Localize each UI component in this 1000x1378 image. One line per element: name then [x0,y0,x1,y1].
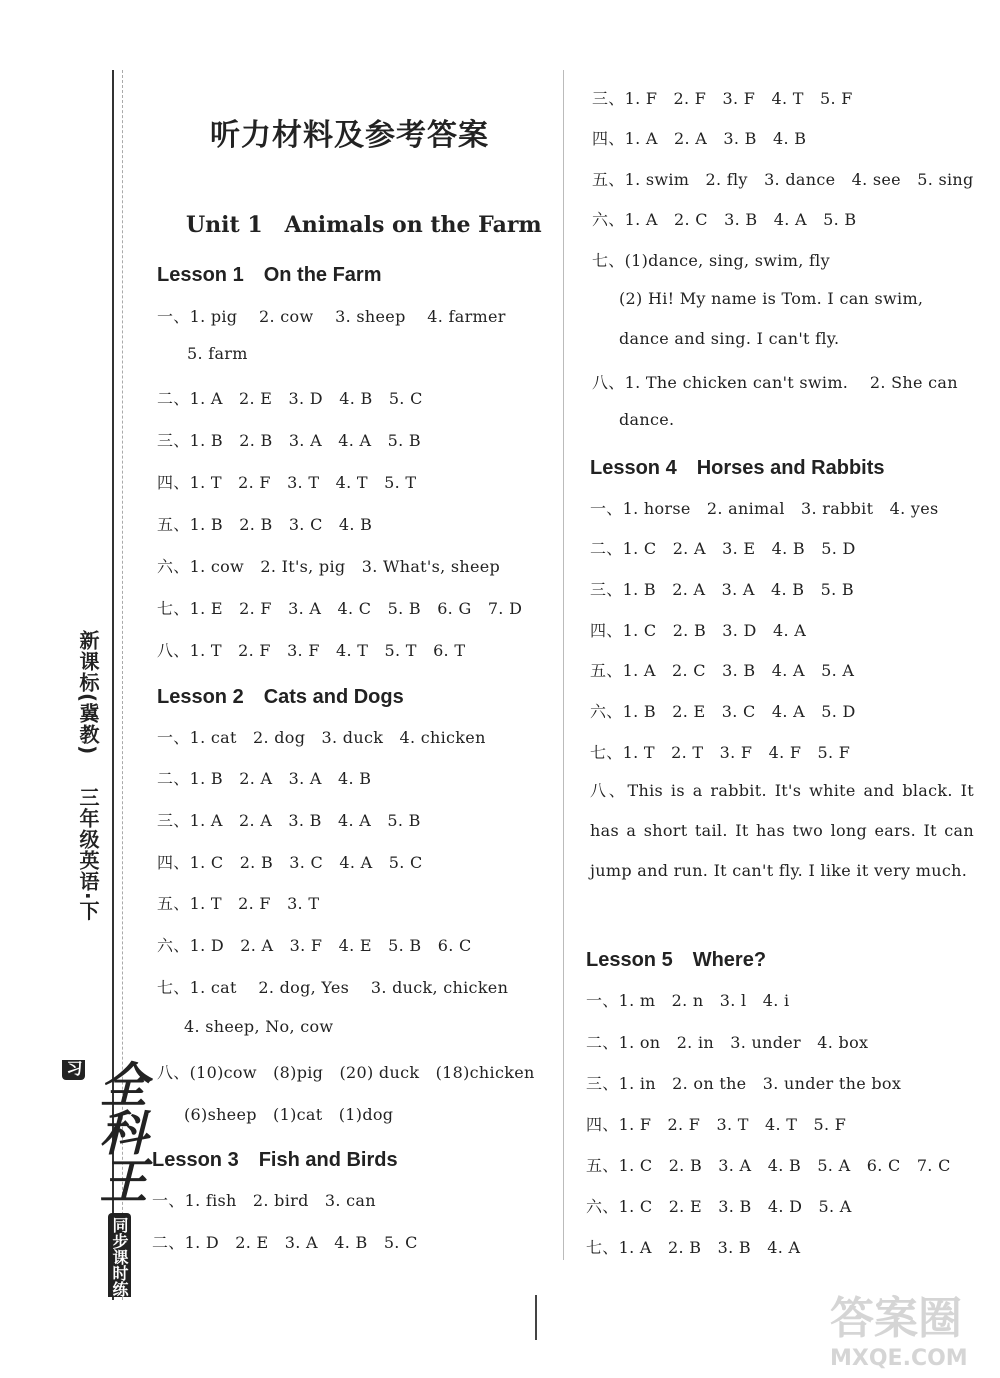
answer-line: 五、1. T 2. F 3. T [157,894,320,913]
lesson-4-heading: Lesson 4 Horses and Rabbits [590,457,885,479]
watermark-text: 答案圈 [830,1293,962,1344]
answer-line: 5. farm [187,344,248,363]
brand-logo-subtext: 同步课时练习 [64,1060,129,1298]
answer-line: 四、1. A 2. A 3. B 4. B [592,129,807,148]
unit-title: Unit 1 Animals on the Farm [186,212,542,238]
answer-line: 四、1. C 2. B 3. D 4. A [590,621,807,640]
answer-line: 一、1. pig 2. cow 3. sheep 4. farmer [157,307,506,326]
answer-line: 六、1. D 2. A 3. F 4. E 5. B 6. C [157,936,472,955]
listening-paragraph: 八、This is a rabbit. It's white and black. It has a short tail. It has two long ears. It can jump and run. It can't fly. I like it very much. [590,781,974,880]
answer-line: 四、1. T 2. F 3. T 4. T 5. T [157,473,417,492]
brand-logo-text: 全科王 [91,1060,147,1204]
answer-line: 一、1. horse 2. animal 3. rabbit 4. yes [590,499,939,518]
answer-line: 四、1. F 2. F 3. T 4. T 5. F [586,1115,847,1134]
lesson-1-heading: Lesson 1 On the Farm [157,264,382,286]
answer-line: 七、1. A 2. B 3. B 4. A [586,1238,801,1257]
answer-line: 4. sheep, No, cow [184,1017,334,1036]
answer-line: 八、1. The chicken can't swim. 2. She can [592,373,958,392]
answer-line: 二、1. D 2. E 3. A 4. B 5. C [152,1233,418,1252]
answer-line: 七、1. cat 2. dog, Yes 3. duck, chicken [157,978,509,997]
answer-line: dance. [619,410,675,429]
watermark [830,1282,968,1371]
answer-line: 二、1. on 2. in 3. under 4. box [586,1033,869,1052]
brand-logo [62,1060,154,1300]
page-mark [535,1295,537,1340]
answer-line: 五、1. B 2. B 3. C 4. B [157,515,373,534]
answer-line: (6)sheep (1)cat (1)dog [184,1105,394,1124]
answer-line: (2) Hi! My name is Tom. I can swim, [619,289,924,308]
answer-line: 六、1. C 2. E 3. B 4. D 5. A [586,1197,852,1216]
answer-line: 六、1. cow 2. It's, pig 3. What's, sheep [157,557,501,576]
sidebar [52,70,147,1300]
answer-line: 五、1. swim 2. fly 3. dance 4. see 5. sing [592,170,974,189]
answer-line: 八、1. T 2. F 3. F 4. T 5. T 6. T [157,641,466,660]
answer-line: 一、1. cat 2. dog 3. duck 4. chicken [157,728,486,747]
watermark-url: MXQE.COM [830,1346,968,1371]
answer-line: 四、1. C 2. B 3. C 4. A 5. C [157,853,423,872]
answer-line: dance and sing. I can't fly. [619,329,840,348]
column-divider [563,70,564,1260]
answer-line: 三、1. A 2. A 3. B 4. A 5. B [157,811,421,830]
answer-line: 一、1. m 2. n 3. l 4. i [586,991,790,1010]
answer-line: 五、1. A 2. C 3. B 4. A 5. A [590,661,855,680]
answer-line: 七、1. T 2. T 3. F 4. F 5. F [590,743,851,762]
lesson-5-heading: Lesson 5 Where? [586,949,767,971]
answer-line: 六、1. B 2. E 3. C 4. A 5. D [590,702,856,721]
answer-line: 七、1. E 2. F 3. A 4. C 5. B 6. G 7. D [157,599,523,618]
answer-line: 五、1. C 2. B 3. A 4. B 5. A 6. C 7. C [586,1156,951,1175]
answer-line: 一、1. fish 2. bird 3. can [152,1191,376,1210]
answer-line: 三、1. F 2. F 3. F 4. T 5. F [592,89,853,108]
book-subtitle: 新课标(冀教) [76,630,100,756]
answer-line: 三、1. B 2. A 3. A 4. B 5. B [590,580,854,599]
answer-line: 六、1. A 2. C 3. B 4. A 5. B [592,210,857,229]
answer-line: 二、1. C 2. A 3. E 4. B 5. D [590,539,856,558]
answer-line: 八、(10)cow (8)pig (20) duck (18)chicken [157,1063,535,1082]
lesson-3-heading: Lesson 3 Fish and Birds [152,1149,398,1171]
answer-line: 三、1. B 2. B 3. A 4. A 5. B [157,431,421,450]
book-title [74,630,103,946]
page-title: 听力材料及参考答案 [210,118,489,153]
answer-line: 二、1. A 2. E 3. D 4. B 5. C [157,389,423,408]
lesson-2-heading: Lesson 2 Cats and Dogs [157,686,404,708]
answer-line: 二、1. B 2. A 3. A 4. B [157,769,372,788]
answer-line: 三、1. in 2. on the 3. under the box [586,1074,902,1093]
answer-line: 七、(1)dance, sing, swim, fly [592,251,830,270]
book-grade: 三年级英语·下 [76,787,100,922]
